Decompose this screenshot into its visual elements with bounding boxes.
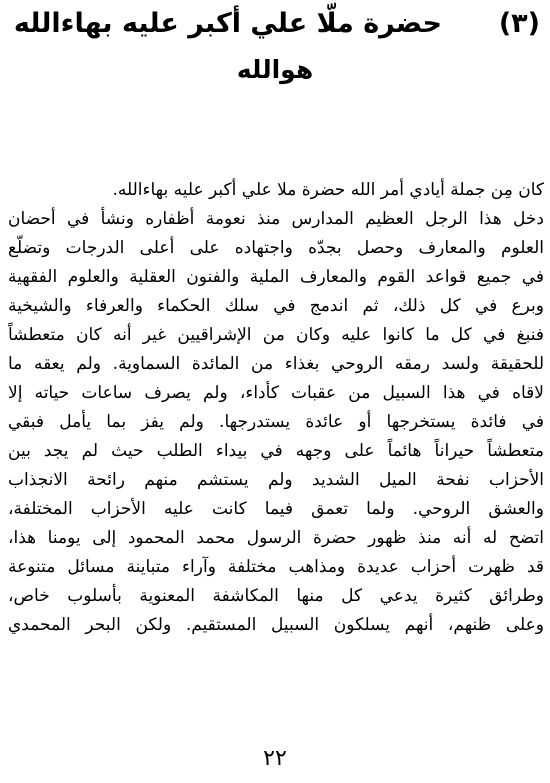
text-line: وعلى ظنهم، أنهم يسلكون السبيل المستقيم. ولكن البحر المحمدي	[8, 615, 544, 635]
chapter-title: حضرة ملّا علي أكبر عليه بهاءالله	[13, 8, 442, 39]
invocation-subtitle: هوالله	[236, 55, 314, 84]
text-line: لاقاه في هذا السبيل من عقبات كأداء، ولم يصرف ساعات حياته إلا	[8, 383, 544, 403]
text-line: فنبغ في كل ما كانوا عليه وكان من الإشراقيين غير أنه كان متعطشاً	[8, 325, 544, 345]
text-line: كان مِن جملة أيادي أمر الله حضرة ملا علي أكبر عليه بهاءالله.	[112, 180, 544, 200]
chapter-heading	[14, 4, 540, 46]
text-line: للحقيقة ولسد رمقه الروحي بغذاء من المائدة السماوية. ولم يعقه ما	[8, 354, 544, 374]
text-line: قد ظهرت أحزاب عديدة ومذاهب مختلفة وآراء متباينة مسائل متنوعة	[8, 557, 544, 577]
text-line: والعشق الروحي. ولما تعمق فيما كانت عليه الأحزاب المختلفة،	[8, 499, 544, 519]
text-line: دخل هذا الرجل العظيم المدارس منذ نعومة أظفاره ونشأ في أحضان	[8, 209, 544, 229]
body-text	[8, 176, 544, 640]
text-line: في جميع قواعد القوم والمعارف الملية والفنون العقلية والعلوم الفقهية	[8, 267, 544, 287]
text-line: وبرع في كل ذلك، ثم اندمج في سلك الحكماء والعرفاء والشيخية	[8, 296, 544, 316]
text-line: في فائدة يستخرجها أو عائدة يستدرجها. ولم يفز بما يأمل فبقي	[8, 412, 544, 432]
text-line: وطرائق كثيرة يدعي كل منها المكاشفة المعنوية بأسلوب خاص،	[8, 586, 544, 606]
text-line: العلوم والمعارف وحصل بجدّه واجتهاده على أعلى الدرجات وتضلّع	[8, 238, 544, 258]
text-line: اتضح له أنه منذ ظهور حضرة الرسول محمد المحمود إلى يومنا هذا،	[8, 528, 544, 548]
page-number: ٢٢	[263, 746, 287, 771]
text-line: متعطشاً حيراناً هائماً على وجهه في بيداء الطلب حيث لم يجد بين	[8, 441, 544, 461]
chapter-number: (٣)	[498, 8, 540, 39]
text-line: الأحزاب نفحة الميل الشديد ولم يستشم منهم رائحة الانجذاب	[8, 470, 544, 490]
